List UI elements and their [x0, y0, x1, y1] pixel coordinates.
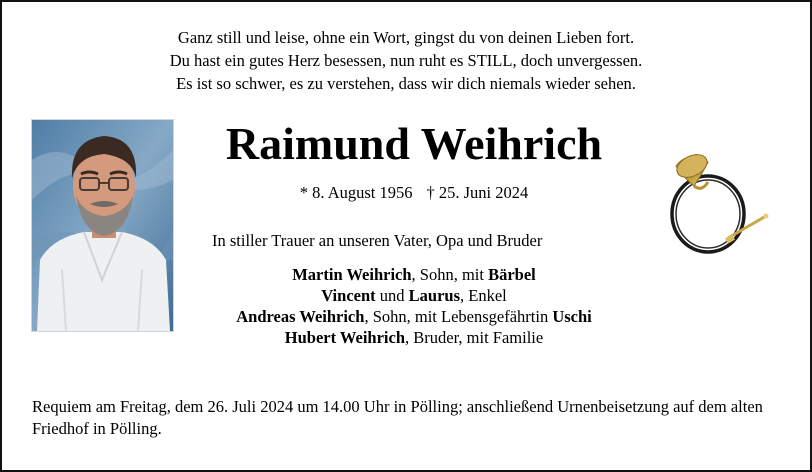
poem-line: Du hast ein gutes Herz besessen, nun ruht es STILL, doch unvergessen. — [169, 51, 643, 70]
portrait-photo — [31, 119, 174, 332]
poem-line: Ganz still und leise, ohne ein Wort, gingst du von deinen Lieben fort. — [177, 28, 635, 47]
life-dates — [208, 182, 620, 204]
mourner-name: Andreas Weihrich — [236, 307, 365, 326]
mourner-partner: Bärbel — [488, 265, 536, 284]
intro-text: In stiller Trauer an unseren Vater, Opa und Bruder — [212, 231, 543, 250]
poem-line: Es ist so schwer, es zu verstehen, dass wir dich niemals wieder sehen. — [176, 74, 636, 93]
mourner-name: Martin Weihrich — [292, 265, 412, 284]
mourner-relation: , Bruder, mit Familie — [405, 328, 544, 347]
mourner-name: Hubert Weihrich — [284, 328, 406, 347]
mourner-name: Laurus — [408, 286, 460, 305]
mourner-relation: , Sohn, mit — [411, 265, 489, 284]
poem — [2, 26, 810, 95]
service-info: Requiem am Freitag, dem 26. Juli 2024 um 14.00 Uhr in Pölling; anschließend Urnenbeisetzung auf dem alten Friedhof in Pölling. — [32, 397, 763, 438]
mourner-line — [180, 264, 648, 285]
mourner-partner: Uschi — [552, 307, 592, 326]
mourner-relation: , Sohn, mit Lebensgefährtin — [364, 307, 553, 326]
mourner-line — [180, 327, 648, 348]
death-date: † 25. Juni 2024 — [426, 183, 529, 202]
deceased-name: Raimund Weihrich — [225, 118, 603, 169]
mourner-line — [180, 285, 648, 306]
mourner-relation: , Enkel — [460, 286, 507, 305]
mourner-name: Vincent — [321, 286, 376, 305]
mourners-list — [180, 264, 648, 348]
birth-date: * 8. August 1956 — [299, 183, 413, 202]
mourner-line — [180, 306, 648, 327]
mourner-conjunction: und — [375, 286, 409, 305]
post-horn-icon — [662, 152, 772, 262]
